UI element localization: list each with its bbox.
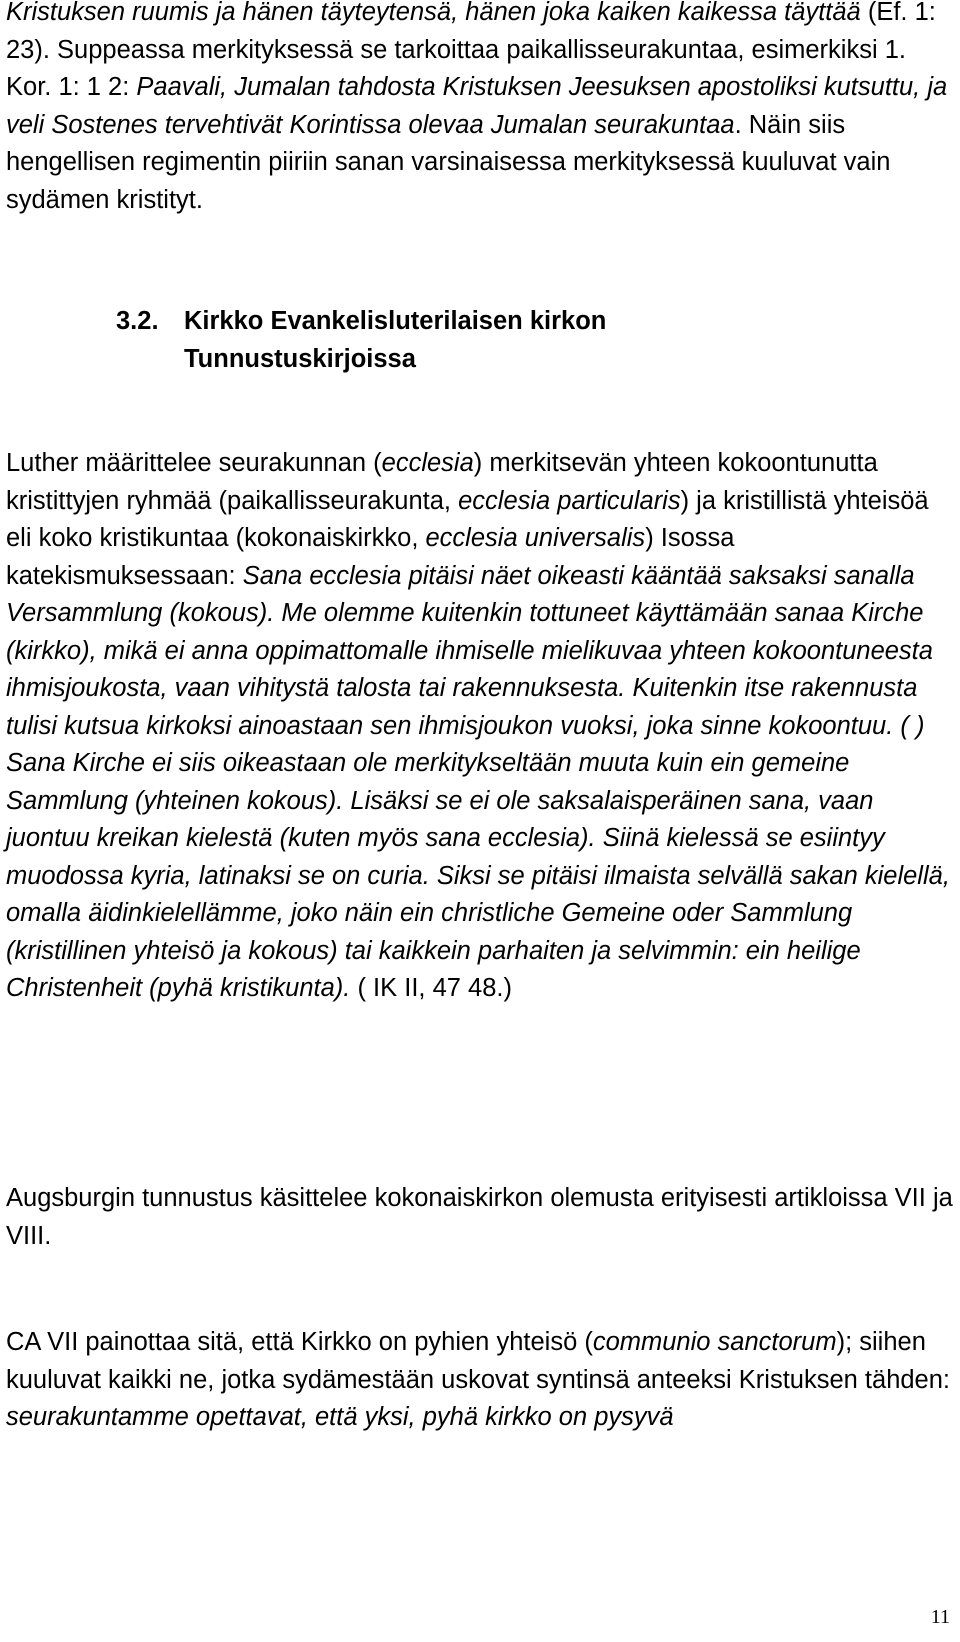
italic-text: communio sanctorum [592,1328,837,1356]
text-run: (Ef. 1: 23). Suppeassa merkityksessä se tarkoittaa paikallisseurakuntaa, esimerkiksi 1. Kor. 1: 1 2: [6,0,936,101]
paragraph-luther [6,445,956,1008]
italic-text: ecclesia particularis [458,486,681,515]
paragraph-augsburg [6,1180,956,1255]
section-number: 3.2. [116,307,159,335]
text-run: . Näin siis hengellisen regimentin piiriin sanan varsinaisessa merkityksessä kuuluvat vain sydämen kristityt. [6,110,891,214]
italic-text: ecclesia [381,449,474,477]
italic-text: Paavali, Jumalan tahdosta Kristuksen Jeesuksen apostoliksi kutsuttu, ja veli Sostenes tervehtivät Korintissa olevaa Jumalan seurakuntaa [6,73,948,139]
text-run: ) merkitsevän yhteen kokoontunutta kristittyjen ryhmää (paikallisseurakunta, [6,449,878,515]
text-run: ( IK II, 47 48.) [350,974,512,1002]
italic-text: Sana ecclesia pitäisi näet oikeasti kääntää saksaksi sanalla Versammlung (kokous). Me olemme kuitenkin tottuneet käyttämään sanaa Kirche (kirkko), mikä ei anna oppimattomalle ihmiselle mielikuvaa yhteen kokoontuneesta ihmisjoukosta, vaan vihitystä talosta tai rakennuksesta. Kuitenkin itse rakennusta tulisi kutsua kirkoksi ainoastaan sen ihmisjoukon vuoksi, joka sinne kokoontuu. ( ) Sana Kirche ei siis oikeastaan ole merkitykseltään muuta kuin ein gemeine Sammlung (yhteinen kokous). Lisäksi se ei ole saksalaisperäinen sana, vaan juontuu kreikan kielestä (kuten myös sana ecclesia). Siinä kielessä se esiintyy muodossa kyria, latinaksi se on curia. Siksi se pitäisi ilmaista selvällä sakan kielellä, omalla äidinkielellämme, joko näin ein christliche Gemeine oder Sammlung (kristillinen yhteisö ja kokous) tai kaikkein parhaiten ja selvimmin: ein heilige Christenheit (pyhä kristikunta). [6,561,950,1002]
italic-text: ecclesia universalis [425,524,646,552]
text-run: ) ja kristillistä yhteisöä eli koko kristikuntaa (kokonaiskirkko, [6,486,929,552]
paragraph-ca-vii [6,1324,956,1437]
page-number: 11 [930,1606,950,1628]
section-title: Kirkko Evankelisluterilaisen kirkon Tunnustuskirjoissa [184,307,607,373]
text-run: Augsburgin tunnustus käsittelee kokonaiskirkon olemusta erityisesti artikloissa VII ja VIII. [6,1184,953,1250]
text-run: ) Isossa katekismuksessaan: [6,524,735,590]
text-run: CA VII painottaa sitä, että Kirkko on pyhien yhteisö ( [6,1328,593,1356]
text-run: Luther määrittelee seurakunnan ( [6,449,382,477]
italic-text: Kristuksen ruumis ja hänen täyteytensä, hänen joka kaiken kaikessa täyttää [6,0,861,26]
italic-text: seurakuntamme opettavat, että yksi, pyhä kirkko on pysyvä [6,1403,674,1431]
text-run: ); siihen kuuluvat kaikki ne, jotka sydämestään uskovat syntinsä anteeksi Kristuksen tähden: [6,1328,951,1394]
section-heading [116,302,704,378]
paragraph-intro [6,0,956,219]
